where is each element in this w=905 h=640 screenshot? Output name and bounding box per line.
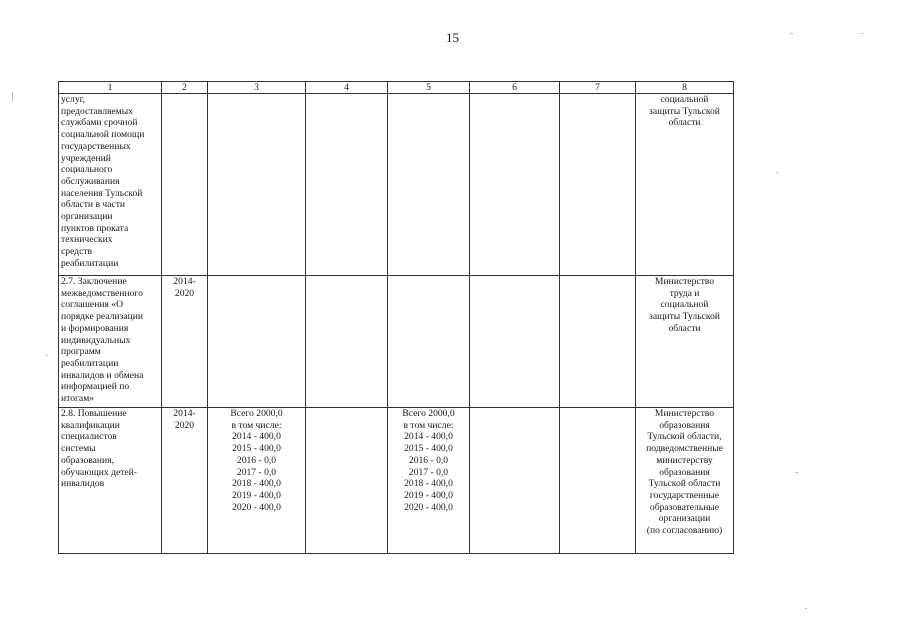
cell-text-line: 2020 - 400,0	[232, 501, 281, 513]
column-header: 6	[470, 82, 560, 94]
cell-text-line: Тульской области,	[647, 431, 722, 443]
table-cell-col4	[306, 408, 388, 554]
cell-text-line: Министерство	[654, 408, 715, 419]
cell-text-line: пунктов проката	[61, 222, 129, 234]
table-row	[59, 276, 734, 408]
scan-speck	[46, 355, 48, 356]
cell-text-line: 2016 - 0,0	[236, 454, 277, 466]
cell-text-line: министерству	[656, 454, 713, 466]
cell-text-line: организации	[658, 513, 711, 525]
table-cell-period	[162, 408, 208, 554]
cell-text-line: труда и	[669, 287, 700, 299]
cell-text-line: образования,	[61, 454, 115, 466]
table-cell-executor	[636, 94, 734, 276]
table-cell-funding-total	[208, 276, 306, 408]
cell-text-line: 2.8. Повышение	[61, 408, 127, 419]
table-cell-funding-regional	[388, 276, 470, 408]
scan-speck	[805, 608, 807, 609]
table-cell-col6	[470, 408, 560, 554]
cell-text-line: образования	[659, 419, 710, 431]
table-header-row	[59, 82, 734, 94]
cell-text-line: 2018 - 400,0	[232, 478, 281, 490]
cell-text-line: 2020	[174, 419, 195, 431]
table-cell-funding-regional	[388, 94, 470, 276]
cell-text-line: защиты Тульской	[649, 311, 720, 323]
cell-text-line: 2020 - 400,0	[404, 501, 453, 513]
cell-text-line: порядке реализации	[61, 311, 143, 323]
cell-text-line: службами срочной	[61, 117, 138, 129]
table-cell-col7	[560, 408, 636, 554]
cell-text-line: Всего 2000,0	[230, 408, 283, 419]
table-cell-col4	[306, 94, 388, 276]
cell-text-line: и формирования	[61, 322, 129, 334]
table-cell-funding-total	[208, 408, 306, 554]
cell-text-line: образования	[659, 466, 710, 478]
table-cell-activity	[59, 94, 162, 276]
cell-text-line: Всего 2000,0	[402, 408, 455, 419]
table-row	[59, 408, 734, 554]
cell-text-line: области	[668, 117, 701, 129]
cell-text-line: обучающих детей-	[61, 466, 137, 478]
column-header: 3	[208, 82, 306, 94]
cell-text-line: 2015 - 400,0	[232, 443, 281, 455]
cell-text-line: системы	[61, 443, 96, 455]
cell-text-line: предоставляемых	[61, 105, 133, 117]
cell-text-line: 2020	[174, 287, 195, 299]
cell-text-line: 2016 - 0,0	[408, 454, 449, 466]
table-cell-funding-total	[208, 94, 306, 276]
cell-text-line: Министерство	[654, 276, 715, 287]
cell-text-line: 2015 - 400,0	[404, 443, 453, 455]
scan-speck	[12, 92, 13, 102]
cell-text-line: социального	[61, 164, 113, 176]
table-cell-col4	[306, 276, 388, 408]
page-number: 15	[446, 30, 459, 45]
cell-text-line: 2014 - 400,0	[404, 431, 453, 443]
cell-text-line: обслуживания	[61, 175, 120, 187]
cell-text-line: услуг,	[61, 94, 85, 105]
column-header: 5	[388, 82, 470, 94]
program-table	[58, 81, 734, 554]
cell-text-line: 2014-	[173, 276, 196, 287]
cell-text-line: информацией по	[61, 381, 130, 393]
column-header: 1	[59, 82, 162, 94]
cell-text-line: инвалидов и обмена	[61, 369, 144, 381]
cell-text-line: специалистов	[61, 431, 117, 443]
cell-text-line: технических	[61, 234, 113, 246]
table-cell-col7	[560, 276, 636, 408]
cell-text-line: средств	[61, 246, 93, 258]
column-header: 2	[162, 82, 208, 94]
table-cell-executor	[636, 408, 734, 554]
cell-text-line: 2.7. Заключение	[61, 276, 127, 287]
cell-text-line: социальной	[660, 299, 709, 311]
table-cell-col6	[470, 276, 560, 408]
cell-text-line: 2014-	[173, 408, 196, 419]
cell-text-line: в том числе:	[403, 419, 454, 431]
column-header: 8	[636, 82, 734, 94]
cell-text-line: государственных	[61, 140, 131, 152]
cell-text-line: 2017 - 0,0	[236, 466, 277, 478]
cell-text-line: 2018 - 400,0	[404, 478, 453, 490]
table-cell-activity	[59, 276, 162, 408]
cell-text-line: итогам»	[61, 393, 95, 405]
cell-text-line: населения Тульской	[61, 187, 143, 199]
cell-text-line: 2014 - 400,0	[232, 431, 281, 443]
cell-text-line: (по согласованию)	[646, 525, 723, 537]
cell-text-line: в том числе:	[231, 419, 282, 431]
table-cell-activity	[59, 408, 162, 554]
scan-speck	[776, 172, 778, 173]
cell-text-line: квалификации	[61, 419, 120, 431]
cell-text-line: 2017 - 0,0	[408, 466, 449, 478]
table-cell-col6	[470, 94, 560, 276]
cell-text-line: межведомственного	[61, 287, 143, 299]
table-cell-funding-regional	[388, 408, 470, 554]
cell-text-line: учреждений	[61, 152, 111, 164]
cell-text-line: соглашения «О	[61, 299, 123, 311]
cell-text-line: защиты Тульской	[649, 105, 720, 117]
cell-text-line: области	[668, 322, 701, 334]
column-header: 7	[560, 82, 636, 94]
cell-text-line: 2019 - 400,0	[404, 489, 453, 501]
table-cell-period	[162, 94, 208, 276]
cell-text-line: образовательные	[649, 501, 720, 513]
table-cell-col7	[560, 94, 636, 276]
cell-text-line: области в части	[61, 199, 126, 211]
table-cell-executor	[636, 276, 734, 408]
scan-speck	[790, 33, 793, 34]
cell-text-line: социальной	[660, 94, 709, 105]
cell-text-line: инвалидов	[61, 478, 105, 490]
cell-text-line: Тульской области	[648, 478, 721, 490]
cell-text-line: подведомственные	[646, 443, 723, 455]
cell-text-line: 2019 - 400,0	[232, 489, 281, 501]
table-cell-period	[162, 276, 208, 408]
cell-text-line: реабилитации	[61, 257, 119, 269]
scan-speck	[795, 472, 798, 473]
cell-text-line: государственные	[649, 489, 720, 501]
table-row	[59, 94, 734, 276]
column-header: 4	[306, 82, 388, 94]
cell-text-line: организации	[61, 211, 113, 223]
cell-text-line: реабилитации	[61, 357, 119, 369]
cell-text-line: социальной помощи	[61, 129, 145, 141]
cell-text-line: программ	[61, 346, 101, 358]
scan-speck	[860, 33, 863, 34]
cell-text-line: индивидуальных	[61, 334, 131, 346]
